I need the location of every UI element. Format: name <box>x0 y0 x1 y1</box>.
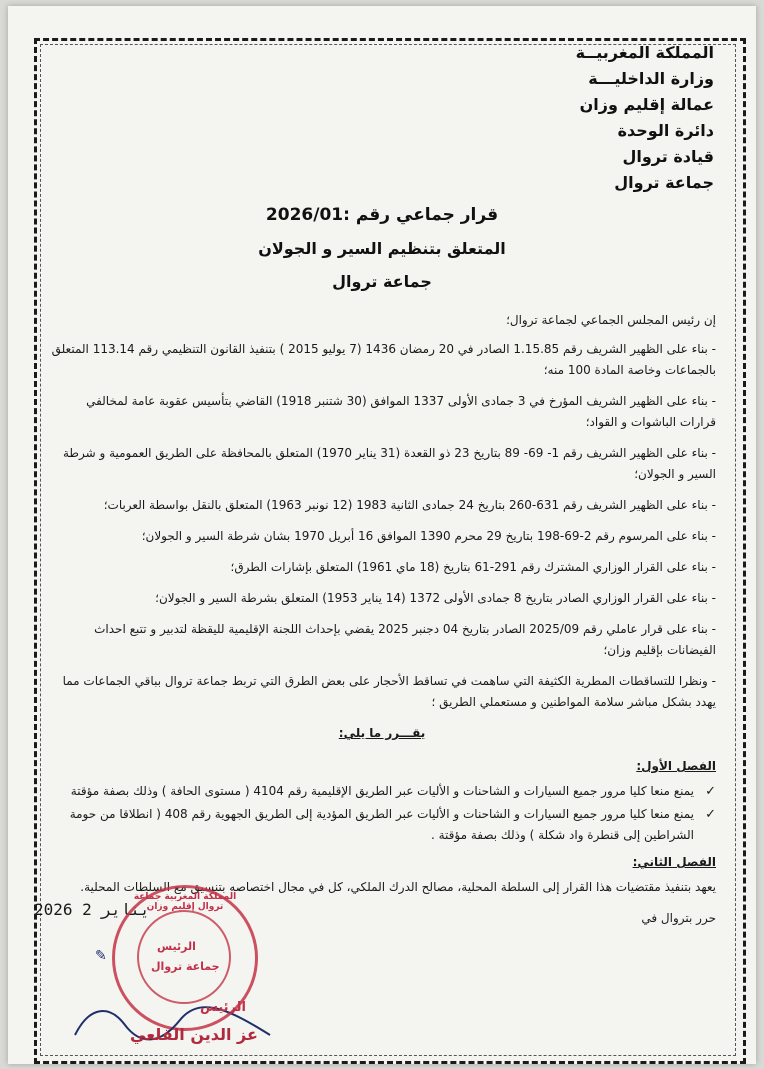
recital-4: - بناء على الظهير الشريف رقم 631-260 بتاريخ 24 جمادى الثانية 1983 (12 نونبر 1963) المتعلق بالنقل بواسطة العربات؛ <box>103 498 716 512</box>
recital-2: - بناء على الظهير الشريف المؤرخ في 3 جمادى الأولى 1337 الموافق (30 شتنبر 1918) القاضي بتأسيس عقوبة عامة لمخالفي قرارات الباشوات و القواد؛ <box>86 394 716 429</box>
letterhead <box>454 40 714 196</box>
pen-stroke-icon: ✎ <box>95 948 107 964</box>
recital-5: - بناء على المرسوم رقم 2-69-198 بتاريخ 29 محرم 1390 الموافق 16 أبريل 1970 بشان شرطة السير و الجولان؛ <box>141 529 716 543</box>
letterhead-line-kingdom: المملكة المغربيــة <box>575 43 714 62</box>
letterhead-line-province: عمالة إقليم وزان <box>579 95 714 114</box>
chapter-1-item <box>48 781 716 802</box>
stamp-center-title: الرئيس <box>157 940 196 953</box>
stamp-ring-text: المملكة المغربية جماعة تروال إقليم وزان <box>133 892 237 912</box>
recital-1: - بناء على الظهير الشريف رقم 1.15.85 الصادر في 20 رمضان 1436 (7 يوليو 2015 ) بتنفيذ القانون التنظيمي رقم 113.14 المتعلق بالجماعات وخاصة المادة 100 منه؛ <box>51 342 716 377</box>
stamp-center-commune: جماعة تروال <box>151 960 220 973</box>
chapter-2-title: الفصل الثاني: <box>632 855 716 869</box>
chapter-1-title: الفصل الأول: <box>636 759 716 773</box>
intro-text: إن رئيس المجلس الجماعي لجماعة تروال؛ <box>506 313 716 327</box>
signatory-name: عز الدين القلعي <box>130 1025 258 1044</box>
recital-9: - ونظرا للتساقطات المطرية الكثيفة التي ساهمت في تساقط الأحجار على بعض الطرق التي تربط جماعة تروال بباقي الجماعات مما يهدد بشكل مباشر سلامة المواطنين و مستعملي الطريق ؛ <box>62 674 716 709</box>
decision-body <box>48 310 716 929</box>
handwritten-date: 2026 يناير 2 <box>34 900 150 919</box>
recital-8: - بناء على قرار عاملي رقم 2025/09 الصادر بتاريخ 04 دجنبر 2025 يقضي بإحداث اللجنة الإقليمية لليقظة لتدبير و تتبع احداث الفيضانات بإقليم وزان؛ <box>94 622 716 657</box>
chapter-1-item <box>48 804 716 846</box>
signed-at-text: حرر بتروال في <box>641 911 716 925</box>
decision-subject: المتعلق بتنظيم السير و الجولان <box>258 239 506 258</box>
decision-number: قرار جماعي رقم :2026/01 <box>265 205 499 225</box>
chapter-1-item-text: يمنع منعا كليا مرور جميع السيارات و الشاحنات و الأليات عبر الطريق المؤدية إلى الطريق الجهوية رقم 408 ( انطلاقا من حومة الشراطين إلى قنطرة واد شكلة ) وذلك بصفة مؤقتة . <box>69 807 694 842</box>
letterhead-line-ministry: وزارة الداخليـــة <box>588 69 714 88</box>
decision-commune: جماعة تروال <box>332 272 432 291</box>
letterhead-line-commune: جماعة تروال <box>614 173 714 192</box>
stamp-inner-ring <box>137 910 231 1004</box>
letterhead-line-circle: دائرة الوحدة <box>617 121 714 140</box>
recital-6: - بناء على القرار الوزاري المشترك رقم 291-61 بتاريخ (18 ماي 1961) المتعلق بإشارات الطرق؛ <box>230 560 716 574</box>
chapter-2-text: يعهد بتنفيذ مقتضيات هذا القرار إلى السلطة المحلية، مصالح الدرك الملكي، كل في مجال اختصاصه بتنسيق مع السلطات المحلية. <box>80 880 716 894</box>
check-icon: ✓ <box>705 784 716 799</box>
recital-7: - بناء على القرار الوزاري الصادر بتاريخ 8 جمادى الأولى 1372 (14 يناير 1953) المتعلق بشرطة السير و الجولان؛ <box>155 591 716 605</box>
signatory-title: الرئيس <box>200 1000 246 1015</box>
chapter-1-item-text: يمنع منعا كليا مرور جميع السيارات و الشاحنات و الأليات عبر الطريق الإقليمية رقم 4104 ( مستوى الحافة ) وذلك بصفة مؤقتة <box>70 784 694 798</box>
check-icon: ✓ <box>705 807 716 822</box>
recital-3: - بناء على الظهير الشريف رقم 1- 69- 89 بتاريخ 23 ذو القعدة (31 يناير 1970) المتعلق بالمحافظة على الطريق العمومية و شرطة السير و الجولان؛ <box>62 446 716 481</box>
decides-heading: يقـــرر ما يلي: <box>338 726 426 740</box>
decision-title <box>60 205 704 291</box>
letterhead-line-caidat: قيادة تروال <box>622 147 714 166</box>
